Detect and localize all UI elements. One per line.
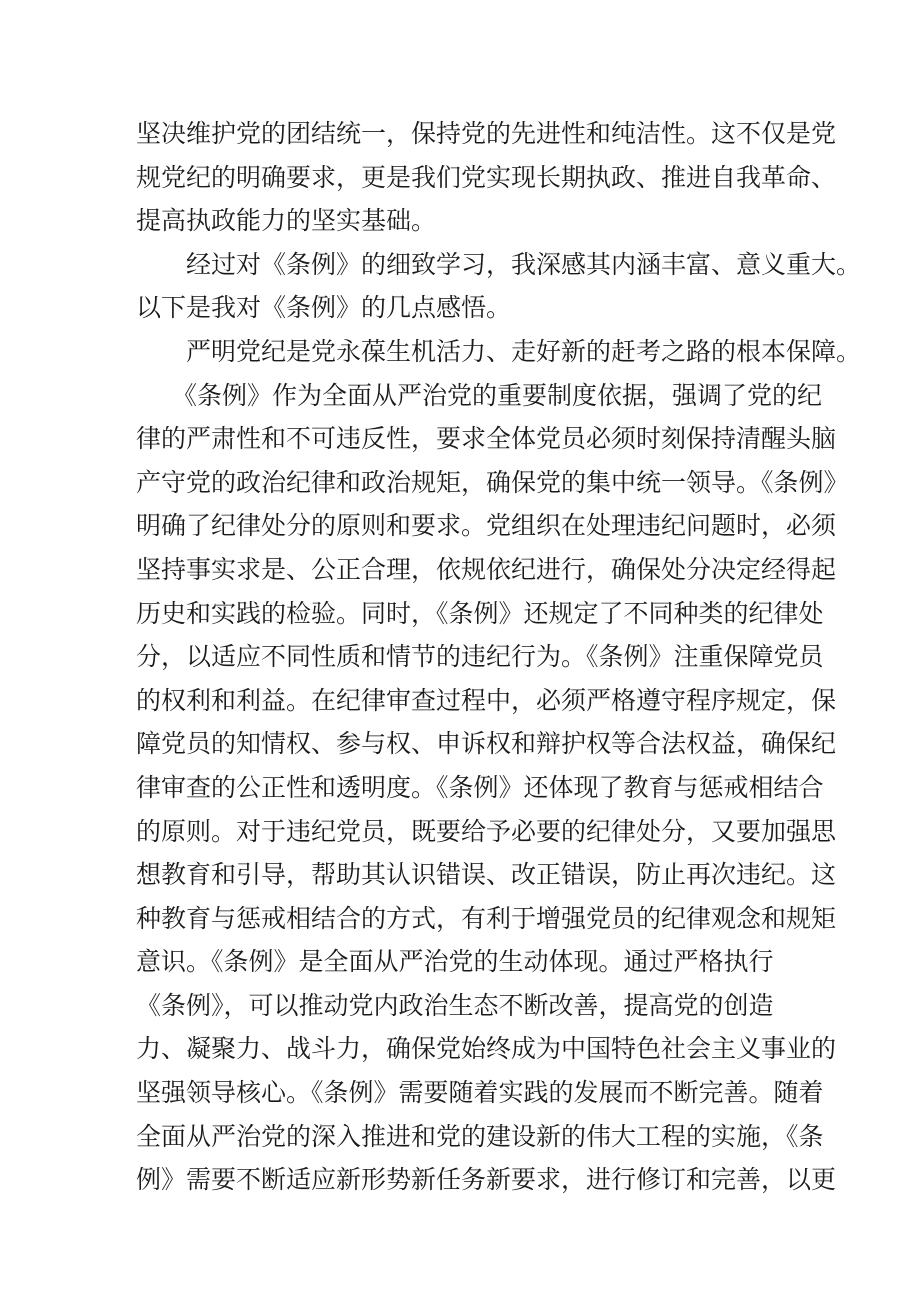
text-line: 想教育和引导，帮助其认识错误、改正错误，防止再次违纪。这 xyxy=(136,860,837,890)
text-line: 坚强领导核心。《条例》需要随着实践的发展而不断完善。随着 xyxy=(136,1078,824,1108)
paragraph-body xyxy=(136,374,849,1202)
text-line: 坚持事实求是、公正合理，依规依纪进行，确保处分决定经得起 xyxy=(136,554,837,584)
text-line: 的权利和利益。在纪律审查过程中，必须严格遵守程序规定，保 xyxy=(136,685,837,715)
text-line: 《条例》，可以推动党内政治生态不断改善，提高党的创造 xyxy=(136,990,774,1020)
text-line: 坚决维护党的团结统一，保持党的先进性和纯洁性。这不仅是党 xyxy=(136,119,837,148)
text-line: 律的严肃性和不可违反性，要求全体党员必须时刻保持清醒头脑 xyxy=(136,424,837,454)
text-line: 力、凝聚力、战斗力，确保党始终成为中国特色社会主义事业的 xyxy=(136,1034,837,1064)
text-line: 以下是我对《条例》的几点感悟。 xyxy=(136,293,512,323)
text-line: 产守党的政治纪律和政治规矩，确保党的集中统一领导。《条例》 xyxy=(136,467,849,497)
paragraph-intro xyxy=(136,112,837,243)
text-line: 规党纪的明确要求，更是我们党实现长期执政、推进自我革命、 xyxy=(136,162,837,192)
text-line: 分，以适应不同性质和情节的违纪行为。《条例》注重保障党员 xyxy=(136,642,824,672)
paragraph-study xyxy=(136,243,862,330)
text-line: 意识。《条例》是全面从严治党的生动体现。通过严格执行 xyxy=(136,947,774,977)
text-line: 种教育与惩戒相结合的方式，有利于增强党员的纪律观念和规矩 xyxy=(136,903,837,933)
text-line: 例》需要不断适应新形势新任务新要求，进行修订和完善，以更 xyxy=(136,1165,837,1195)
text-line: 提高执政能力的坚实基础。 xyxy=(136,206,437,236)
text-line: 历史和实践的检验。同时，《条例》还规定了不同种类的纪律处 xyxy=(136,598,824,628)
text-line: 障党员的知情权、参与权、申诉权和辩护权等合法权益，确保纪 xyxy=(136,729,837,759)
text-line: 的原则。对于违纪党员，既要给予必要的纪律处分，又要加强思 xyxy=(136,816,837,846)
document-body xyxy=(136,112,862,1202)
heading-point xyxy=(136,330,862,374)
text-line: 律审查的公正性和透明度。《条例》还体现了教育与惩戒相结合 xyxy=(136,772,824,802)
text-line: 经过对《条例》的细致学习，我深感其内涵丰富、意义重大。 xyxy=(186,249,862,279)
text-line: 《条例》作为全面从严治党的重要制度依据，强调了党的纪 xyxy=(172,380,823,410)
section-heading: 严明党纪是党永葆生机活力、走好新的赶考之路的根本保障。 xyxy=(186,336,862,366)
text-line: 明确了纪律处分的原则和要求。党组织在处理违纪问题时，必须 xyxy=(136,511,837,541)
text-line: 全面从严治党的深入推进和党的建设新的伟大工程的实施，《条 xyxy=(136,1121,824,1151)
